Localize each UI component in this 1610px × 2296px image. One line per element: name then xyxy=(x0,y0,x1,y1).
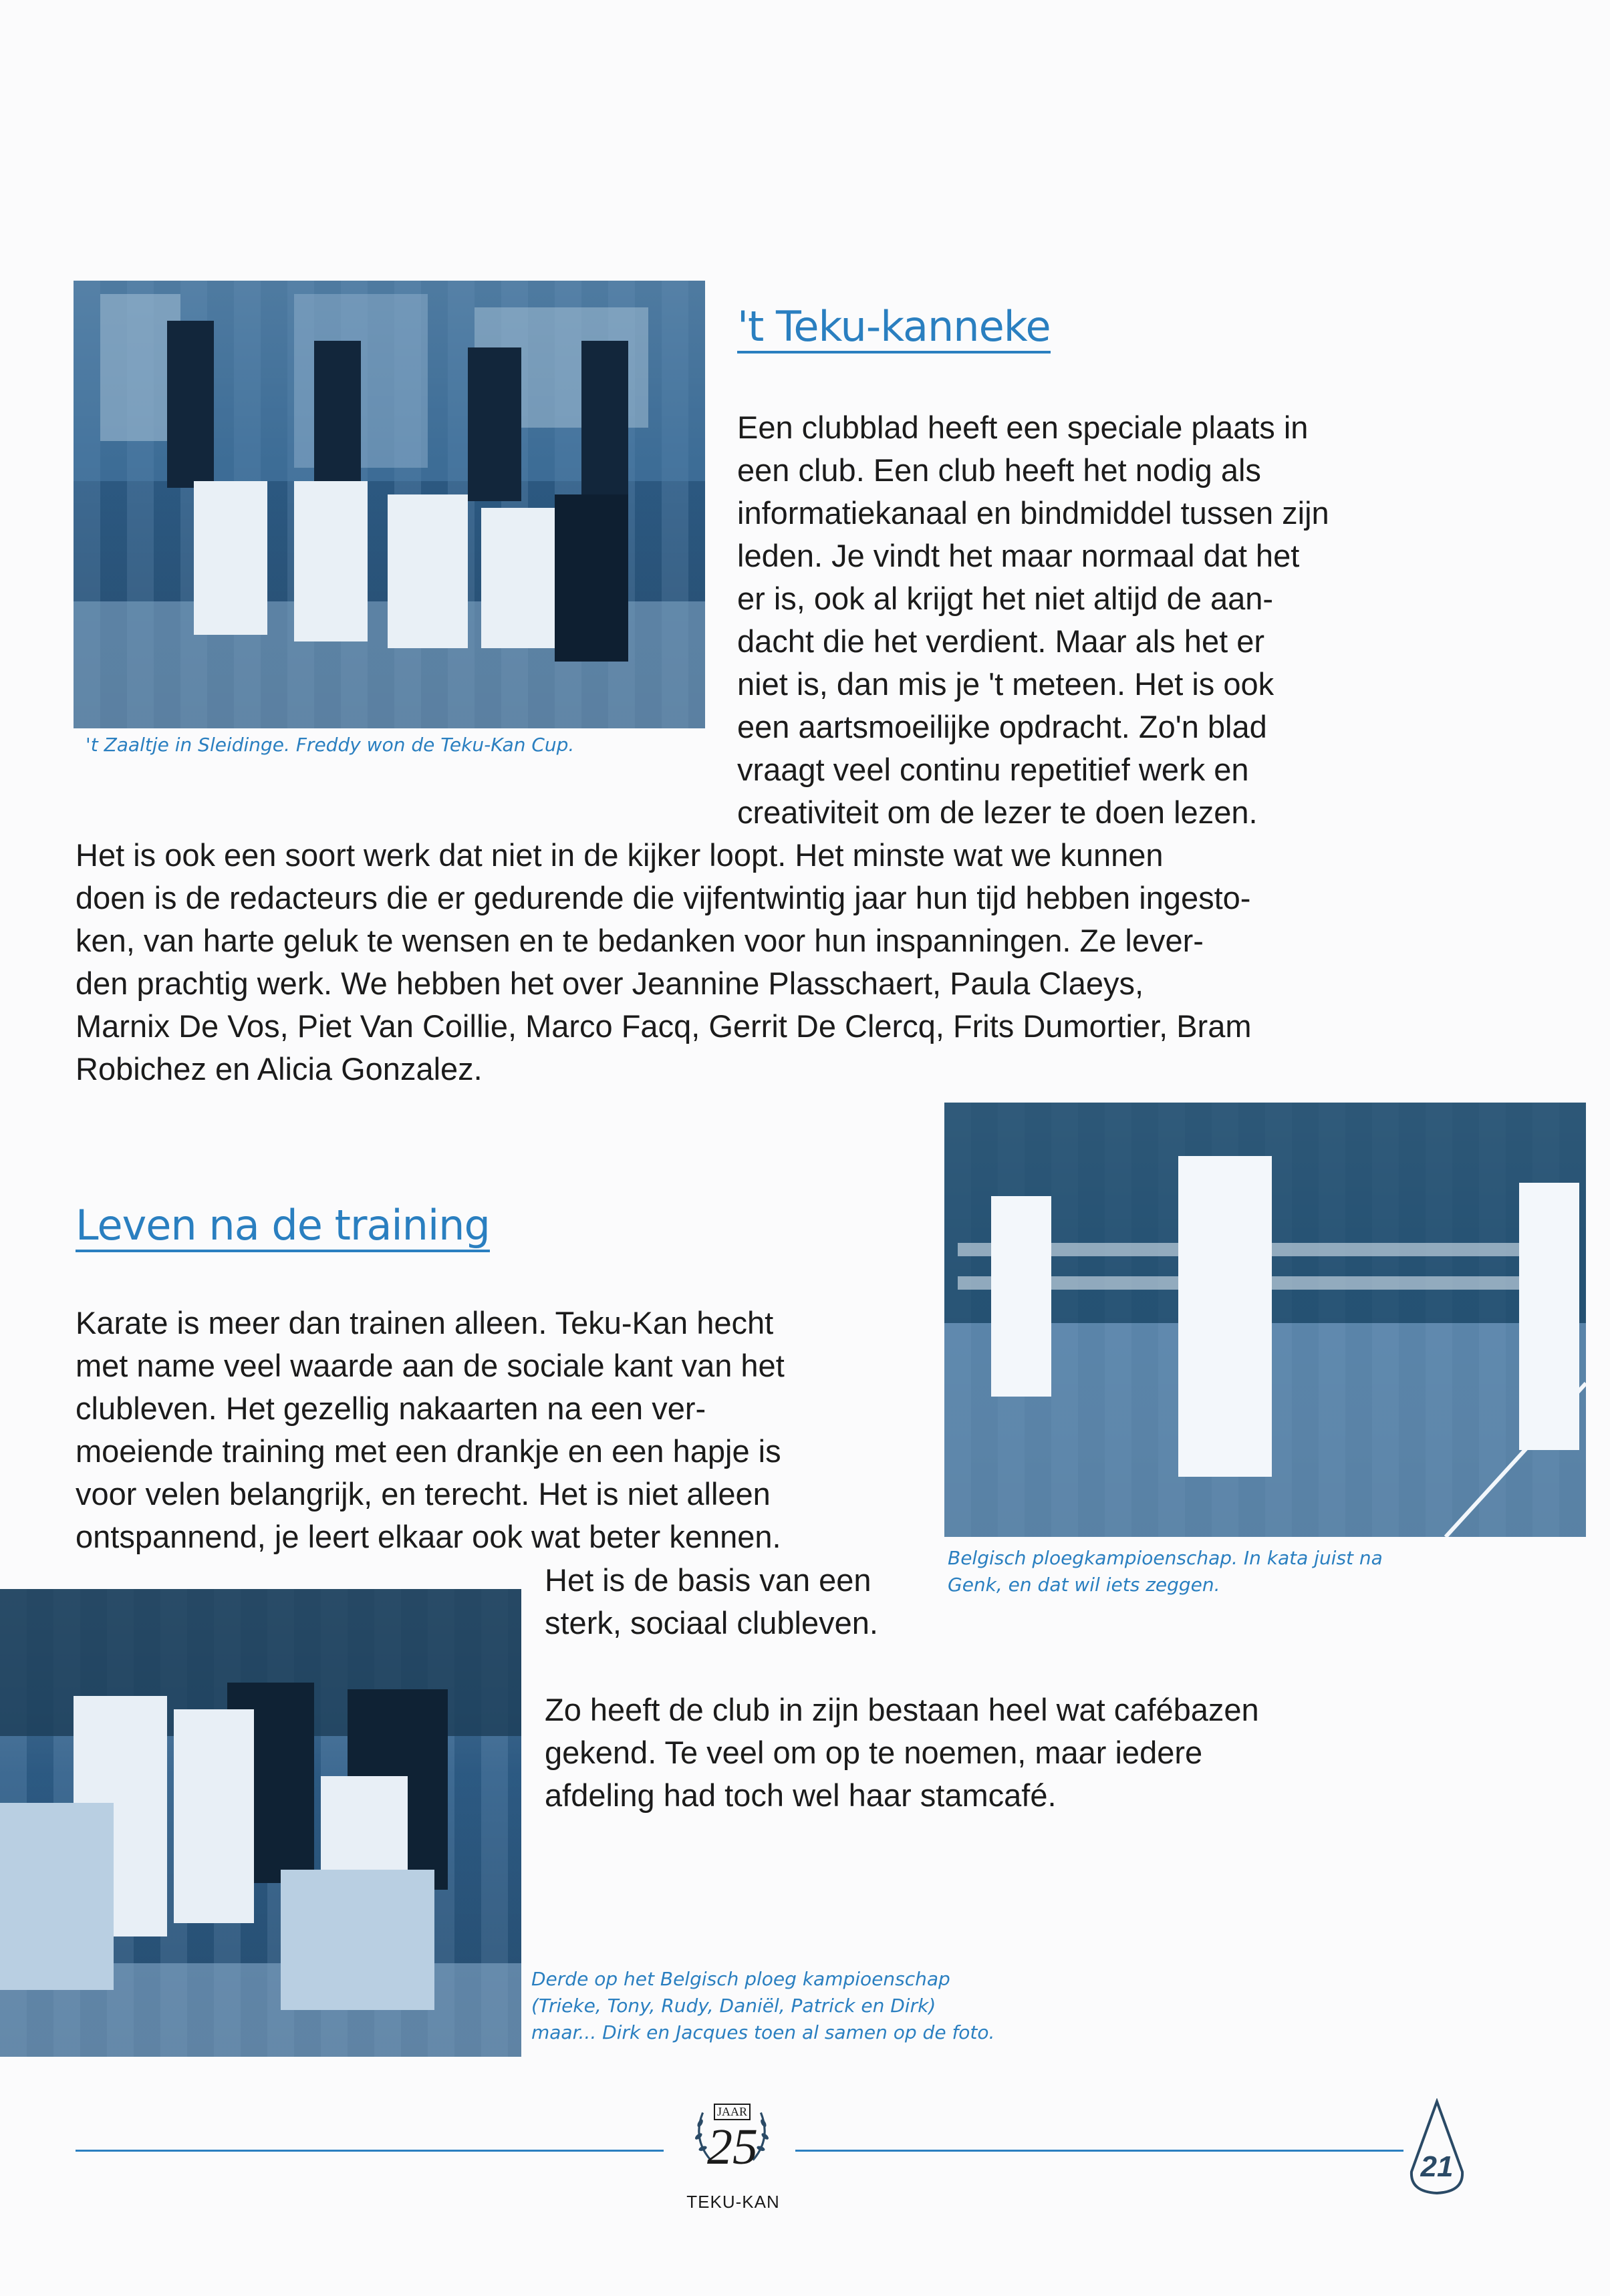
paragraph-clubblad-narrow: Een clubblad heeft een speciale plaats in een club. Een club heeft het nodig als informatiekanaal en bindmiddel tussen zijn leden. Je vindt het maar normaal dat het er is, ook al krijgt het niet altijd de aan- dacht die het verdient. Maar als het er niet is, dan mis je 't meteen. Het is ook een aartsmoeilijke opdracht. Zo'n blad vraagt veel continu repetitief werk en creativiteit om de lezer te doen lezen. xyxy=(737,410,1329,830)
photo-caption-kata: Belgisch ploegkampioenschap. In kata juist na Genk, en dat wil iets zeggen. xyxy=(948,1547,1383,1596)
team-photo-ploegkampioenschap xyxy=(0,1589,521,2057)
logo-jaar-label: JAAR xyxy=(714,2104,751,2120)
paragraph-karate-narrow: Het is de basis van een sterk, sociaal clubleven. xyxy=(545,1562,878,1640)
kata-competition-photo xyxy=(944,1103,1586,1537)
paragraph-cafebazen: Zo heeft de club in zijn bestaan heel wat cafébazen gekend. Te veel om op te noemen, maar iedere afdeling had toch wel haar stamcafé. xyxy=(545,1692,1259,1813)
photo-caption-team: Derde op het Belgisch ploeg kampioenschap (Trieke, Tony, Rudy, Daniël, Patrick en Dirk) maar... Dirk en Jacques toen al samen op de foto. xyxy=(531,1968,995,2043)
page-number-badge xyxy=(1403,2098,1470,2198)
group-photo-sleidinge xyxy=(74,281,705,728)
footer-rule-left xyxy=(76,2150,664,2152)
paragraph-karate-wide: Karate is meer dan trainen alleen. Teku-Kan hecht met name veel waarde aan de sociale kant van het clubleven. Het gezellig nakaarten na een ver- moeiende training met een drankje en een hapje is voor velen belangrijk, en terecht. Het is niet alleen ontspannend, je leert elkaar ook wat beter kennen. xyxy=(76,1305,785,1554)
logo-number: 25 xyxy=(707,2119,758,2175)
page-number: 21 xyxy=(1420,2150,1454,2183)
jubilee-logo xyxy=(668,2092,795,2218)
section-heading-leven-na-de-training: Leven na de training xyxy=(76,1203,490,1252)
photo-caption-sleidinge: 't Zaaltje in Sleidinge. Freddy won de Teku-Kan Cup. xyxy=(86,734,575,756)
footer-rule-right xyxy=(795,2150,1403,2152)
paragraph-clubblad-wide: Het is ook een soort werk dat niet in de kijker loopt. Het minste wat we kunnen doen is de redacteurs die er gedurende die vijfentwintig jaar hun tijd hebben ingesto- ken, van harte geluk te wensen en te bedanken voor hun inspanningen. Ze lever- den prachtig werk. We hebben het over Jeannine Plasschaert, Paula Claeys, Marnix De Vos, Piet Van Coillie, Marco Facq, Gerrit De Clercq, Frits Dumortier, Bram Robichez en Alicia Gonzalez. xyxy=(76,837,1252,1087)
section-heading-teku-kanneke: 't Teku-kanneke xyxy=(737,304,1051,353)
logo-name: TEKU-KAN xyxy=(686,2192,780,2212)
